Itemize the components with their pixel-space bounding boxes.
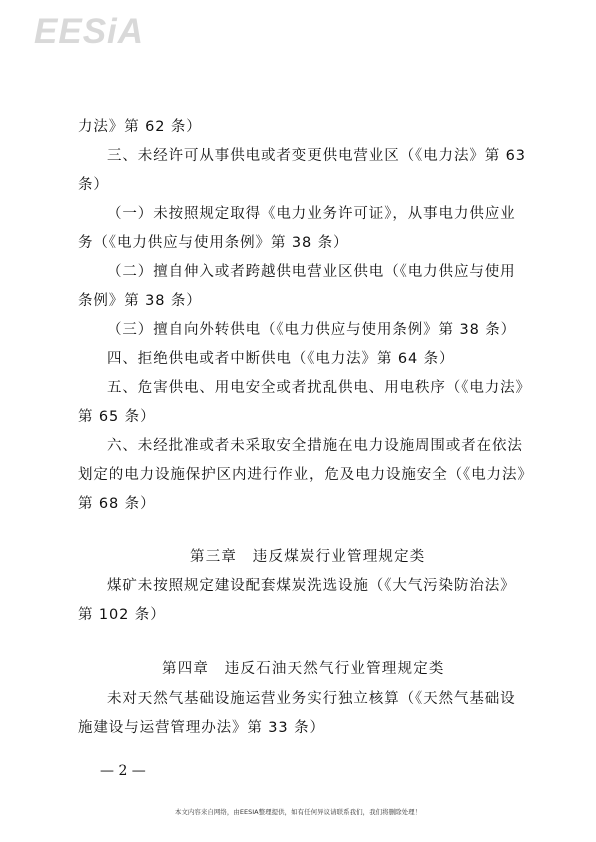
chapter-4-heading: 第四章 违反石油天然气行业管理规定类 <box>162 661 445 677</box>
body-line-4: （一）未按照规定取得《电力业务许可证》，从事电力供应业 <box>107 206 516 222</box>
body-line-10: 五、危害供电、用电安全或者扰乱供电、用电秩序（《电力法》 <box>107 380 531 396</box>
body-line-12: 六、未经批准或者未采取安全措施在电力设施周围或者在依法 <box>107 438 523 454</box>
body-line-6: （二）擅自伸入或者跨越供电营业区供电（《电力供应与使用 <box>107 264 516 280</box>
body-line-15: 煤矿未按照规定建设配套煤炭洗选设施（《大气污染防治法》 <box>107 578 516 594</box>
footer-notice: 本文内容来自网络，由EESIA整理提供，如有任何异议请联系我们，我们将删除处理！ <box>174 808 422 816</box>
chapter-3-heading: 第三章 违反煤炭行业管理规定类 <box>190 549 426 565</box>
body-line-8: （三）擅自向外转供电（《电力供应与使用条例》第 38 条） <box>107 322 517 338</box>
body-line-14: 第 68 条） <box>78 496 156 512</box>
body-line-18: 施建设与运营管理办法》第 33 条） <box>78 720 325 736</box>
body-line-17: 未对天然气基础设施运营业务实行独立核算（《天然气基础设 <box>107 691 516 707</box>
body-line-1: 力法》第 62 条） <box>78 119 202 135</box>
body-line-2: 三、未经许可从事供电或者变更供电营业区（《电力法》第 63 <box>107 148 526 164</box>
body-line-16: 第 102 条） <box>78 607 166 623</box>
body-line-3: 条） <box>78 177 109 193</box>
body-line-9: 四、拒绝供电或者中断供电（《电力法》第 64 条） <box>107 351 455 367</box>
page-number: — 2 — <box>100 763 146 779</box>
body-line-13: 划定的电力设施保护区内进行作业，危及电力设施安全（《电力法》 <box>78 467 533 483</box>
body-line-7: 条例》第 38 条） <box>78 293 202 309</box>
eesia-logo: EESiA <box>34 12 145 51</box>
body-line-11: 第 65 条） <box>78 409 156 425</box>
body-line-5: 务（《电力供应与使用条例》第 38 条） <box>78 235 349 251</box>
